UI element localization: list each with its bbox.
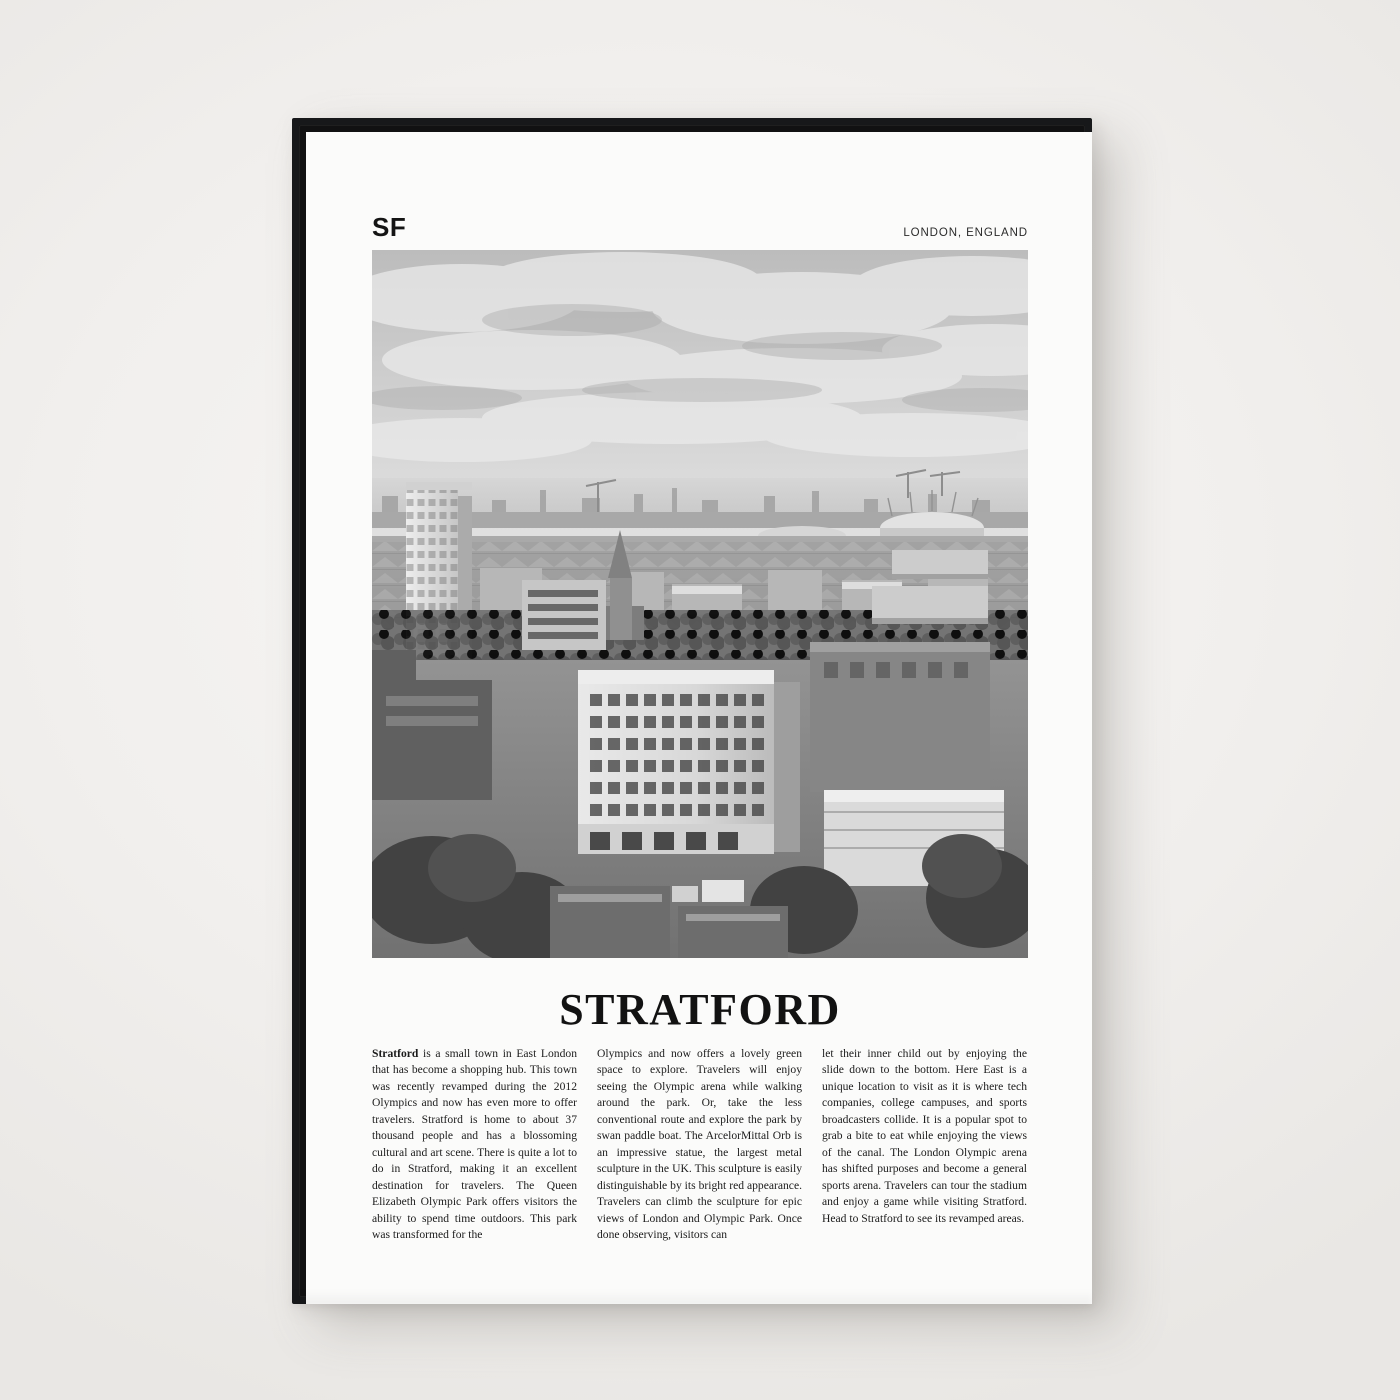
body-column-1 bbox=[372, 1046, 577, 1243]
poster-content bbox=[372, 212, 1028, 1241]
picture-frame bbox=[292, 118, 1092, 1304]
body-lead-word: Stratford bbox=[372, 1047, 419, 1060]
page-title: STRATFORD bbox=[559, 985, 841, 1034]
poster-header bbox=[372, 214, 1028, 242]
stratford-skyline-photo bbox=[372, 250, 1028, 958]
frame-bottom-highlight bbox=[292, 1290, 1092, 1306]
poster-sheet bbox=[306, 132, 1092, 1304]
photo-frame bbox=[372, 250, 1028, 958]
brand-logo: SF bbox=[372, 212, 407, 242]
location-label: LONDON, ENGLAND bbox=[903, 227, 1028, 239]
poster-body bbox=[372, 1046, 1028, 1243]
body-column-1-text: is a small town in East London that has become a shopping hub. This town was recently revamped during the 2012 Olympics and now has even more to offer travelers. Stratford is home to about 37 thousand people and has a blossoming cultural and art scene. There is quite a lot to do in Stratford, making it an excellent destination for travelers. The Queen Elizabeth Olympic Park offers visitors the ability to spend time outdoors. This park was transformed for the bbox=[372, 1047, 577, 1241]
body-column-3: let their inner child out by enjoying the slide down to the bottom. Here East is a unique location to visit as it is where tech companies, college campuses, and sports broadcasters collide. It is a popular spot to grab a bite to eat while enjoying the views of the canal. The London Olympic arena has shifted purposes and become a general sports arena. Travelers can tour the stadium and enjoy a game while visiting Stratford. Head to Stratford to see its revamped areas. bbox=[822, 1047, 1027, 1225]
body-column-2: Olympics and now offers a lovely green space to explore. Travelers will enjoy seeing the Olympic arena while walking around the park. Or, take the less conventional route and explore the park by swan paddle boat. The ArcelorMittal Orb is an impressive statue, the largest metal sculpture in the UK. This sculpture is easily distinguishable by its bright red appearance. Travelers can climb the sculpture for epic views of London and Olympic Park. Once done observing, visitors can bbox=[597, 1047, 802, 1241]
